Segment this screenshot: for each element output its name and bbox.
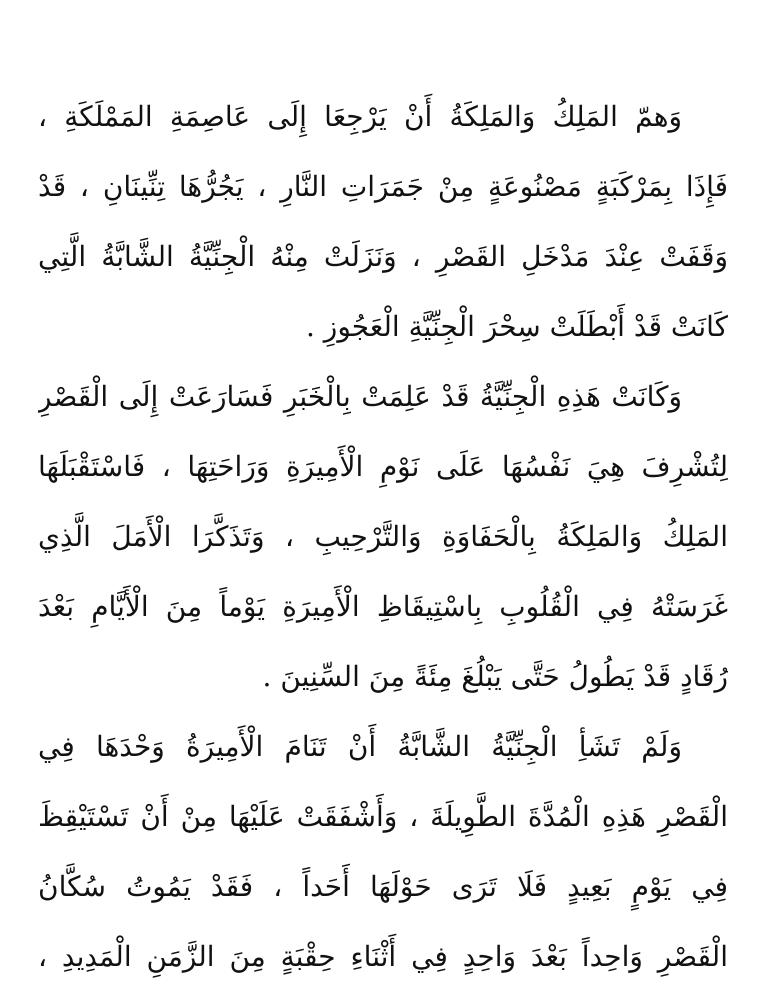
text-line: الْقَصْرِ وَاحِداً بَعْدَ وَاحِدٍ فِي أَثْنَاءِ حِقْبَةٍ مِنَ الزَّمَنِ الْمَدِيدِ ، bbox=[38, 940, 728, 973]
text-line: الْقَصْرِ هَذِهِ الْمُدَّةَ الطَّوِيلَةَ ، وَأَشْفَقَتْ عَلَيْهَا مِنْ أَنْ تَسْتَيْقِظَ bbox=[38, 800, 728, 833]
text-line: وَكَانَتْ هَذِهِ الْجِنِّيَّةُ قَدْ عَلِمَتْ بِالْخَبَرِ فَسَارَعَتْ إِلَى الْقَصْرِ bbox=[38, 380, 682, 413]
text-line: وَهمّ المَلِكُ وَالمَلِكَةُ أَنْ يَرْجِعَا إِلَى عَاصِمَةِ المَمْلَكَةِ ، bbox=[38, 100, 682, 133]
text-line: غَرَسَتْهُ فِي الْقُلُوبِ بِاسْتِيقَاظِ الْأَمِيرَةِ يَوْماً مِنَ الْأَيَّامِ بَعْدَ bbox=[38, 590, 728, 623]
text-line: فِي يَوْمٍ بَعِيدٍ فَلَا تَرَى حَوْلَهَا أَحَداً ، فَقَدْ يَمُوتُ سُكَّانُ bbox=[38, 870, 728, 903]
page-text bbox=[38, 82, 728, 992]
text-line: وَقَفَتْ عِنْدَ مَدْخَلِ القَصْرِ ، وَنَزَلَتْ مِنْهُ الْجِنِّيَّةُ الشَّابَّةُ الَّتِي bbox=[38, 240, 728, 273]
text-line: وَلَمْ تَشَأِ الْجِنِّيَّةُ الشَّابَّةُ أَنْ تَنَامَ الْأَمِيرَةُ وَحْدَهَا فِي bbox=[38, 730, 682, 763]
text-line: فَإِذَا بِمَرْكَبَةٍ مَصْنُوعَةٍ مِنْ جَمَرَاتِ النَّارِ ، يَجُرُّهَا تِنِّينَانِ ، قَدْ bbox=[38, 170, 728, 203]
text-line: كَانَتْ قَدْ أَبْطَلَتْ سِحْرَ الْجِنِّيَّةِ الْعَجُوزِ . bbox=[306, 310, 728, 343]
text-line: لِتُشْرِفَ هِيَ نَفْسُهَا عَلَى نَوْمِ الْأَمِيرَةِ وَرَاحَتِهَا ، فَاسْتَقْبَلَهَا bbox=[38, 450, 728, 483]
text-line: المَلِكُ وَالمَلِكَةُ بِالْحَفَاوَةِ وَالتَّرْحِيبِ ، وَتَذَكَّرَا الْأَمَلَ الَّذِي bbox=[38, 520, 728, 553]
text-line: رُقَادٍ قَدْ يَطُولُ حَتَّى يَبْلُغَ مِئَةً مِنَ السِّنِينَ . bbox=[262, 660, 728, 693]
